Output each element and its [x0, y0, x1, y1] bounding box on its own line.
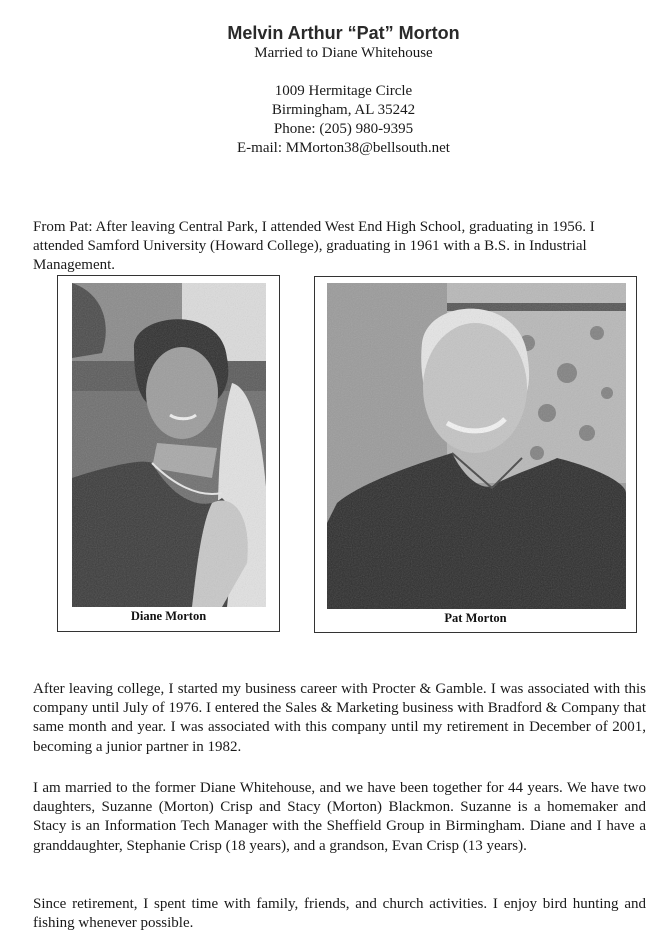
email-address: E-mail: MMorton38@bellsouth.net	[237, 140, 450, 156]
photo-frame-pat	[314, 276, 637, 633]
woman-portrait-image	[72, 283, 266, 607]
page-header	[0, 22, 661, 158]
address-city: Birmingham, AL 35242	[271, 102, 416, 118]
page-title: Melvin Arthur “Pat” Morton	[227, 23, 460, 43]
photo-caption-pat: Pat Morton	[444, 611, 507, 625]
man-portrait-image	[327, 283, 626, 609]
career-paragraph: After leaving college, I started my business career with Procter & Gamble. I was associated with this company until July of 1976. I entered the Sales & Marketing business with Bradford & Company that same month and year. I was associated with this company until my retirement in December of 2001, becoming a junior partner in 1982.	[33, 681, 646, 755]
address-street: 1009 Hermitage Circle	[274, 83, 413, 99]
diane-photo	[72, 283, 266, 607]
intro-paragraph: From Pat: After leaving Central Park, I attended West End High School, graduating in 1956. I attended Samford University (Howard College), graduating in 1961 with a B.S. in Industrial Management.	[33, 219, 595, 274]
photo-caption-diane: Diane Morton	[130, 609, 207, 623]
family-paragraph: I am married to the former Diane Whitehouse, and we have been together for 44 years. We have two daughters, Suzanne (Morton) Crisp and Stacy (Morton) Blackmon. Suzanne is a homemaker and Stacy is an Information Tech Manager with the Sheffield Group in Birmingham. Diane and I have a granddaughter, Stephanie Crisp (18 years), and a grandson, Evan Crisp (13 years).	[33, 780, 646, 854]
spouse-line: Married to Diane Whitehouse	[254, 45, 433, 61]
retirement-paragraph: Since retirement, I spent time with family, friends, and church activities. I enjoy bird hunting and fishing whenever possible.	[33, 896, 646, 932]
photo-frame-diane	[57, 275, 280, 632]
pat-photo	[327, 283, 626, 609]
phone-number: Phone: (205) 980-9395	[273, 121, 414, 137]
contact-block	[26, 82, 661, 158]
